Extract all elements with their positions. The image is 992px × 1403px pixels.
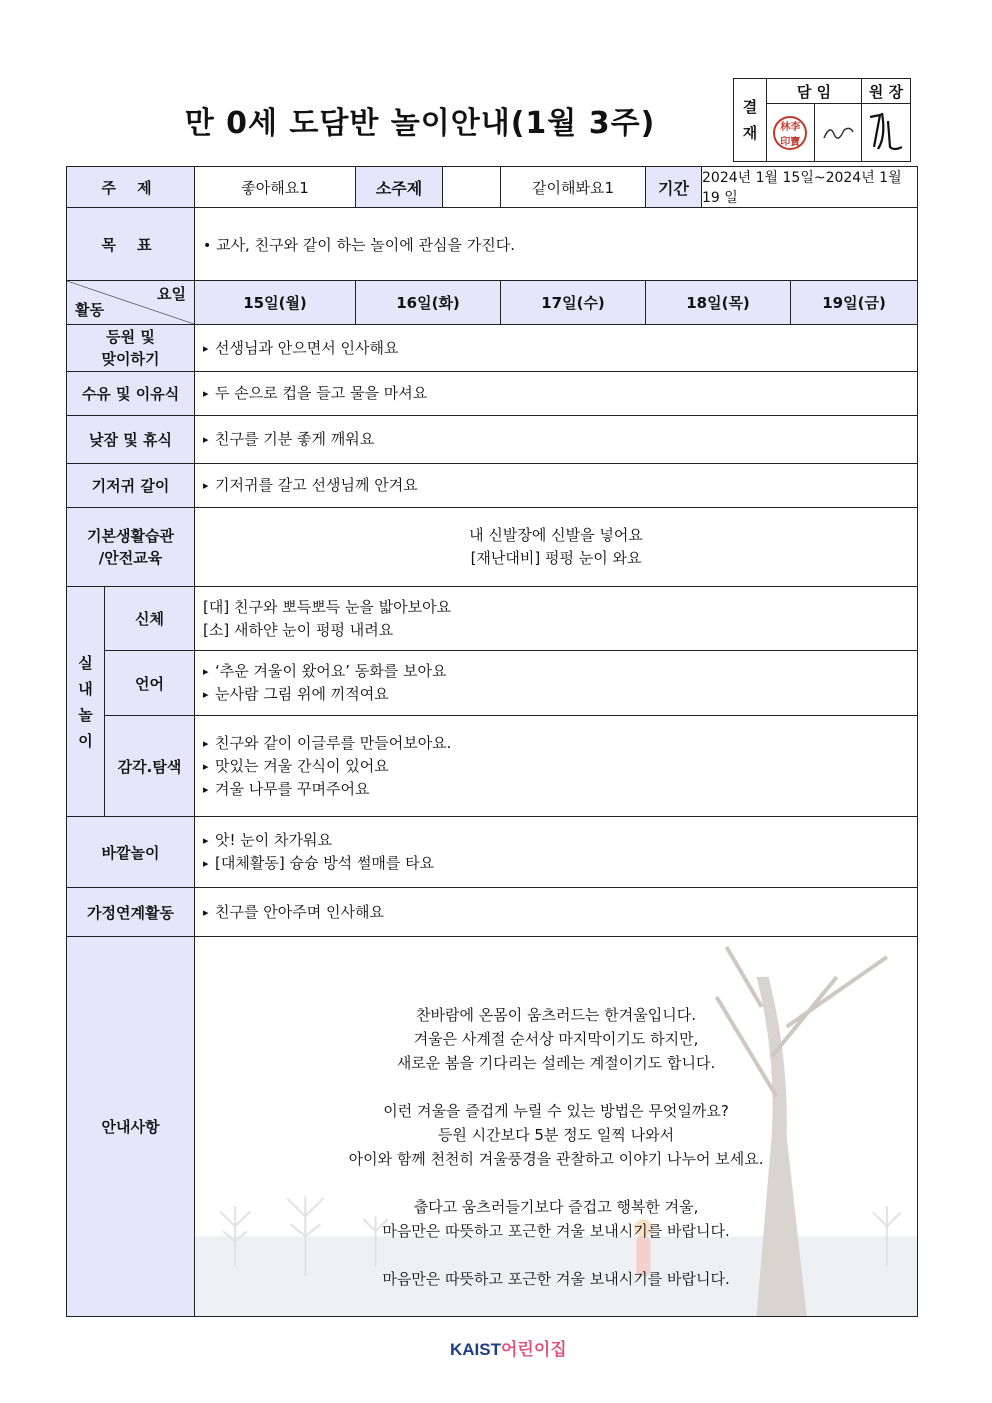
sensory-item-2: ▸ 맛있는 겨울 간식이 있어요 [203,755,909,778]
teacher-header: 담 임 [767,79,862,104]
nap-label: 낮잠 및 휴식 [67,416,195,464]
outdoor-item-1: ▸ 앗! 눈이 차가워요 [203,829,909,852]
approval-label-1: 결 [742,98,758,116]
diaper-item: ▸ 기저귀를 갈고 선생님께 안겨요 [203,474,909,497]
notice-text [195,963,917,1291]
notice-line: 아이와 함께 천천히 겨울풍경을 관찰하고 이야기 나누어 보세요. [348,1149,764,1168]
kaist-daycare-logo [450,1335,567,1360]
arrival-item: ▸ 선생님과 안으면서 인사해요 [203,337,909,360]
approval-box [733,78,911,162]
notice-label: 안내사항 [67,937,195,1317]
physical-cell [195,587,918,651]
teacher-signature [820,116,856,146]
language-cell [195,651,918,716]
home-label: 가정연계활동 [67,888,195,937]
basic-label-2: /안전교육 [98,549,163,567]
language-item-2: ▸ 눈사람 그림 위에 끼적여요 [203,683,909,706]
subtheme-value: 같이해봐요1 [501,167,646,208]
goal-cell [195,208,918,281]
nap-item: ▸ 친구를 기분 좋게 깨워요 [203,428,909,451]
teacher-stamp-cell [767,104,815,162]
language-label: 언어 [105,651,195,716]
notice-cell [195,937,918,1317]
indoor-sensory-row [67,716,918,817]
days-row [67,281,918,325]
indoor-physical-row [67,587,918,651]
notice-line: 춥다고 움츠러들기보다 즐겁고 행복한 겨울, [413,1197,699,1216]
notice-line: 겨울은 사계절 순서상 마지막이기도 하지만, [413,1029,699,1048]
nap-cell [195,416,918,464]
notice-line: 이런 겨울을 즐겁게 누릴 수 있는 방법은 무엇일까요? [383,1101,729,1120]
indoor-language-row [67,651,918,716]
goal-label: 목 표 [67,208,195,281]
period-label: 기간 [646,167,702,207]
basic-label-1: 기본생활습관 [87,527,174,545]
notice-line: 마음만은 따뜻하고 포근한 겨울 보내시기를 바랍니다. [382,1221,730,1240]
physical-item-2: [소] 새하얀 눈이 펑펑 내려요 [203,620,394,639]
feeding-cell [195,372,918,416]
arrival-cell [195,325,918,372]
theme-row [67,167,918,208]
outdoor-cell [195,817,918,888]
day-tue: 16일(화) [356,281,501,325]
physical-label: 신체 [105,587,195,651]
approval-label [734,79,767,162]
routine-row [67,372,918,416]
home-row [67,888,918,937]
sensory-label: 감각.탐색 [105,716,195,817]
routine-row [67,464,918,508]
arrival-label: 등원 및 맞이하기 [67,325,195,372]
outdoor-item-2: ▸ [대체활동] 슝슝 방석 썰매를 타요 [203,852,909,875]
schedule-table [66,166,918,1317]
logo-brand: KAIST [450,1340,501,1359]
page-title: 만 0세 도담반 놀이안내(1월 3주) [184,106,656,141]
corner-activity-label: 활동 [75,301,104,319]
notice-line: 등원 시간보다 5분 정도 일찍 나와서 [437,1125,675,1144]
home-item: ▸ 친구를 안아주며 인사해요 [203,901,909,924]
teacher-stamp: 林李 印寶 [773,116,807,150]
day-mon: 15일(월) [195,281,356,325]
director-signature [864,107,908,155]
outdoor-label: 바깥놀이 [67,817,195,888]
basic-row [67,508,918,587]
theme-value: 좋아해요1 [195,167,356,208]
basic-label [67,508,195,587]
teacher-signature-cell [814,104,862,162]
outdoor-row [67,817,918,888]
subtheme-label: 소주제 [356,167,443,207]
period-cell [646,167,918,208]
physical-item-1: [대] 친구와 뽀득뽀득 눈을 밟아보아요 [203,597,452,616]
home-cell [195,888,918,937]
basic-line2: [재난대비] 펑펑 눈이 와요 [470,549,642,567]
theme-label: 주 제 [67,167,195,208]
feeding-item: ▸ 두 손으로 컵을 들고 물을 마셔요 [203,382,909,405]
indoor-label: 실 내 놀 이 [67,587,105,817]
period-value: 2024년 1월 15일~2024년 1월 19 일 [702,170,902,206]
day-thu: 18일(목) [646,281,791,325]
diaper-cell [195,464,918,508]
notice-row [67,937,918,1317]
day-fri: 19일(금) [791,281,918,325]
subtheme-cell [356,167,501,208]
corner-day-label: 요일 [157,285,187,303]
logo-name: 어린이집 [501,1340,567,1359]
diaper-label: 기저귀 갈이 [67,464,195,508]
goal-row [67,208,918,281]
routine-row [67,325,918,372]
notice-line: 찬바람에 온몸이 움츠러드는 한겨울입니다. [416,1005,696,1024]
goal-text: 교사, 친구와 같이 하는 놀이에 관심을 가진다. [216,235,516,254]
routine-row [67,416,918,464]
sensory-item-1: ▸ 친구와 같이 이글루를 만들어보아요. [203,732,909,755]
director-header: 원 장 [862,79,911,104]
sensory-item-3: ▸ 겨울 나무를 꾸며주어요 [203,778,909,801]
director-signature-cell [862,104,911,162]
notice-line: 마음만은 따뜻하고 포근한 겨울 보내시기를 바랍니다. [382,1269,730,1288]
basic-line1: 내 신발장에 신발을 넣어요 [469,526,643,544]
days-corner [67,281,195,325]
approval-label-2: 재 [742,124,758,142]
language-item-1: ▸ ‘추운 겨울이 왔어요’ 동화를 보아요 [203,660,909,683]
feeding-label: 수유 및 이유식 [67,372,195,416]
notice-line: 새로운 봄을 기다리는 설레는 계절이기도 합니다. [396,1053,716,1072]
day-wed: 17일(수) [501,281,646,325]
basic-cell [195,508,918,587]
sensory-cell [195,716,918,817]
